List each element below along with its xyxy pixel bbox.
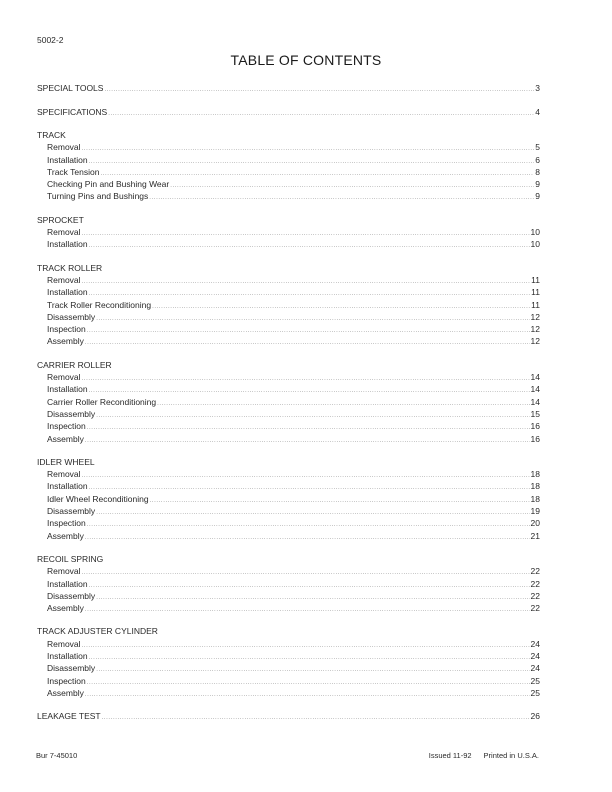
toc-page-number: 10 [530,227,540,238]
dot-leader [89,385,530,397]
toc-page-number: 16 [530,421,540,432]
toc-entry[interactable] [37,530,540,542]
dot-leader [102,712,530,724]
toc-label: Assembly [47,603,84,614]
toc-label: Track Roller Reconditioning [47,299,152,310]
toc-label: Assembly [47,530,84,541]
toc-label: Removal [47,142,81,153]
toc-label: Inspection [47,675,86,686]
dot-leader [82,143,535,155]
toc-label: Installation [47,384,88,395]
toc-entry[interactable] [37,662,540,674]
toc-section-heading[interactable]: CARRIER ROLLER [37,359,112,370]
dot-leader [85,689,530,701]
toc-label: Installation [47,578,88,589]
toc-label: Removal [47,638,81,649]
toc-page-number: 26 [530,711,540,722]
toc-label: SPECIAL TOOLS [37,83,104,93]
dot-leader [87,519,530,531]
footer-printed-location: Printed in U.S.A. [483,751,539,760]
toc-entry-leakage-test[interactable] [37,710,540,722]
toc-label: Installation [47,481,88,492]
toc-label: Track Tension [47,166,100,177]
toc-page-number: 14 [530,384,540,395]
toc-page-number: 25 [530,675,540,686]
toc-entry[interactable] [37,190,540,202]
toc-section [37,262,540,348]
toc-page-number: 10 [530,239,540,250]
toc-page-number: 11 [531,274,540,285]
toc-entry[interactable] [37,590,540,602]
toc-page-number: 14 [530,396,540,407]
toc-page-number: 12 [530,311,540,322]
toc-entry-specifications[interactable] [37,106,540,130]
toc-label: Removal [47,372,81,383]
toc-page-number: 22 [530,566,540,577]
dot-leader [100,168,534,180]
toc-label: Idler Wheel Reconditioning [47,493,149,504]
dot-leader [82,640,530,652]
dot-leader [170,180,534,192]
toc-entry[interactable] [37,238,540,250]
toc-page-number: 20 [530,518,540,529]
toc-page-number: 16 [530,433,540,444]
document-number: 5002-2 [37,35,64,45]
toc-entry[interactable] [37,286,540,298]
toc-page-number: 21 [530,530,540,541]
dot-leader [87,422,530,434]
toc-entry[interactable] [37,311,540,323]
toc-entry[interactable] [37,468,540,480]
toc-page-number: 22 [530,603,540,614]
toc-label: Checking Pin and Bushing Wear [47,179,170,190]
toc-section [37,214,540,251]
toc-page-number: 4 [535,106,540,117]
toc-label: Disassembly [47,408,96,419]
toc-entry[interactable] [37,274,540,286]
toc-entry[interactable] [37,226,540,238]
dot-leader [96,313,529,325]
toc-entry[interactable] [37,638,540,650]
dot-leader [89,652,530,664]
toc-page-number: 24 [530,663,540,674]
dot-leader [82,470,530,482]
toc-page-number: 11 [531,299,540,310]
toc-label: Removal [47,566,81,577]
toc-entry[interactable] [37,675,540,687]
dot-leader [82,276,531,288]
dot-leader [152,301,530,313]
dot-leader [89,288,531,300]
toc-section-heading[interactable]: RECOIL SPRING [37,553,104,564]
toc-page-number: 6 [535,154,540,165]
footer-document-reference: Bur 7-45010 [36,751,78,760]
toc-page-number: 12 [530,336,540,347]
dot-leader [150,495,530,507]
dot-leader [149,192,534,204]
table-of-contents [37,82,540,722]
footer-issued-date: Issued 11-92 [428,751,472,760]
dot-leader [85,532,530,544]
toc-entry[interactable] [37,141,540,153]
toc-section-heading[interactable]: IDLER WHEEL [37,456,95,467]
toc-section-heading[interactable]: TRACK [37,130,66,140]
toc-section [37,625,540,699]
toc-entry[interactable] [37,565,540,577]
toc-section-heading[interactable]: SPROCKET [37,214,84,225]
toc-label: Turning Pins and Bushings [47,191,149,202]
toc-section [37,359,540,445]
toc-label: Installation [47,287,88,298]
dot-leader [89,482,530,494]
dot-leader [82,373,530,385]
toc-entry[interactable] [37,323,540,335]
toc-label: Assembly [47,687,84,698]
dot-leader [96,507,529,519]
toc-page-number: 9 [535,179,540,190]
dot-leader [89,156,535,168]
toc-label: SPECIFICATIONS [37,106,108,117]
toc-section-heading[interactable]: TRACK ADJUSTER CYLINDER [37,626,158,637]
dot-leader [87,325,530,337]
dot-leader [96,592,529,604]
toc-section [37,456,540,542]
dot-leader [82,228,530,240]
toc-entry[interactable] [37,408,540,420]
toc-label: Inspection [47,518,86,529]
toc-label: Installation [47,154,88,165]
toc-label: Disassembly [47,311,96,322]
page-title: TABLE OF CONTENTS [230,52,382,68]
toc-entry[interactable] [37,480,540,492]
toc-page-number: 19 [530,506,540,517]
toc-page-number: 14 [530,372,540,383]
toc-entry[interactable] [37,166,540,178]
toc-entry[interactable] [37,602,540,614]
toc-entry[interactable] [37,371,540,383]
toc-entry[interactable] [37,517,540,529]
toc-entry[interactable] [37,433,540,445]
toc-entry[interactable] [37,650,540,662]
toc-page-number: 11 [531,287,540,298]
toc-entry[interactable] [37,335,540,347]
toc-section [37,553,540,614]
toc-label: Disassembly [47,506,96,517]
toc-entry[interactable] [37,154,540,166]
toc-label: Disassembly [47,590,96,601]
dot-leader [85,604,530,616]
footer-print-info [429,751,539,760]
dot-leader [96,664,529,676]
toc-label: Removal [47,274,81,285]
toc-label: Installation [47,650,88,661]
dot-leader [89,580,530,592]
toc-label: Removal [47,469,81,480]
toc-page-number: 24 [530,638,540,649]
toc-page-number: 8 [535,166,540,177]
toc-label: Removal [47,227,81,238]
toc-label: Inspection [47,324,86,335]
toc-entry[interactable] [37,687,540,699]
toc-page-number: 22 [530,590,540,601]
toc-section [37,129,540,203]
toc-entry[interactable] [37,578,540,590]
toc-label: LEAKAGE TEST [37,711,101,722]
toc-label: Installation [47,239,88,250]
toc-label: Disassembly [47,663,96,674]
toc-page-number: 18 [530,481,540,492]
toc-label: Assembly [47,433,84,444]
dot-leader [104,84,534,96]
dot-leader [85,337,530,349]
toc-page-number: 24 [530,650,540,661]
dot-leader [85,435,530,447]
dot-leader [108,108,534,120]
toc-entry[interactable] [37,383,540,395]
toc-page-number: 5 [535,142,540,153]
toc-label: Carrier Roller Reconditioning [47,396,157,407]
dot-leader [157,398,529,410]
toc-label: Inspection [47,421,86,432]
dot-leader [87,677,530,689]
toc-page-number: 15 [530,408,540,419]
toc-entry-special-tools[interactable] [37,82,540,106]
toc-entry[interactable] [37,420,540,432]
toc-page-number: 9 [535,191,540,202]
dot-leader [89,240,530,252]
toc-page-number: 25 [530,687,540,698]
toc-section-heading[interactable]: TRACK ROLLER [37,262,103,273]
toc-label: Assembly [47,336,84,347]
toc-page-number: 22 [530,578,540,589]
dot-leader [96,410,529,422]
toc-entry[interactable] [37,505,540,517]
toc-page-number: 18 [530,469,540,480]
toc-page-number: 3 [535,83,540,93]
toc-page-number: 18 [530,493,540,504]
dot-leader [82,567,530,579]
toc-page-number: 12 [530,324,540,335]
